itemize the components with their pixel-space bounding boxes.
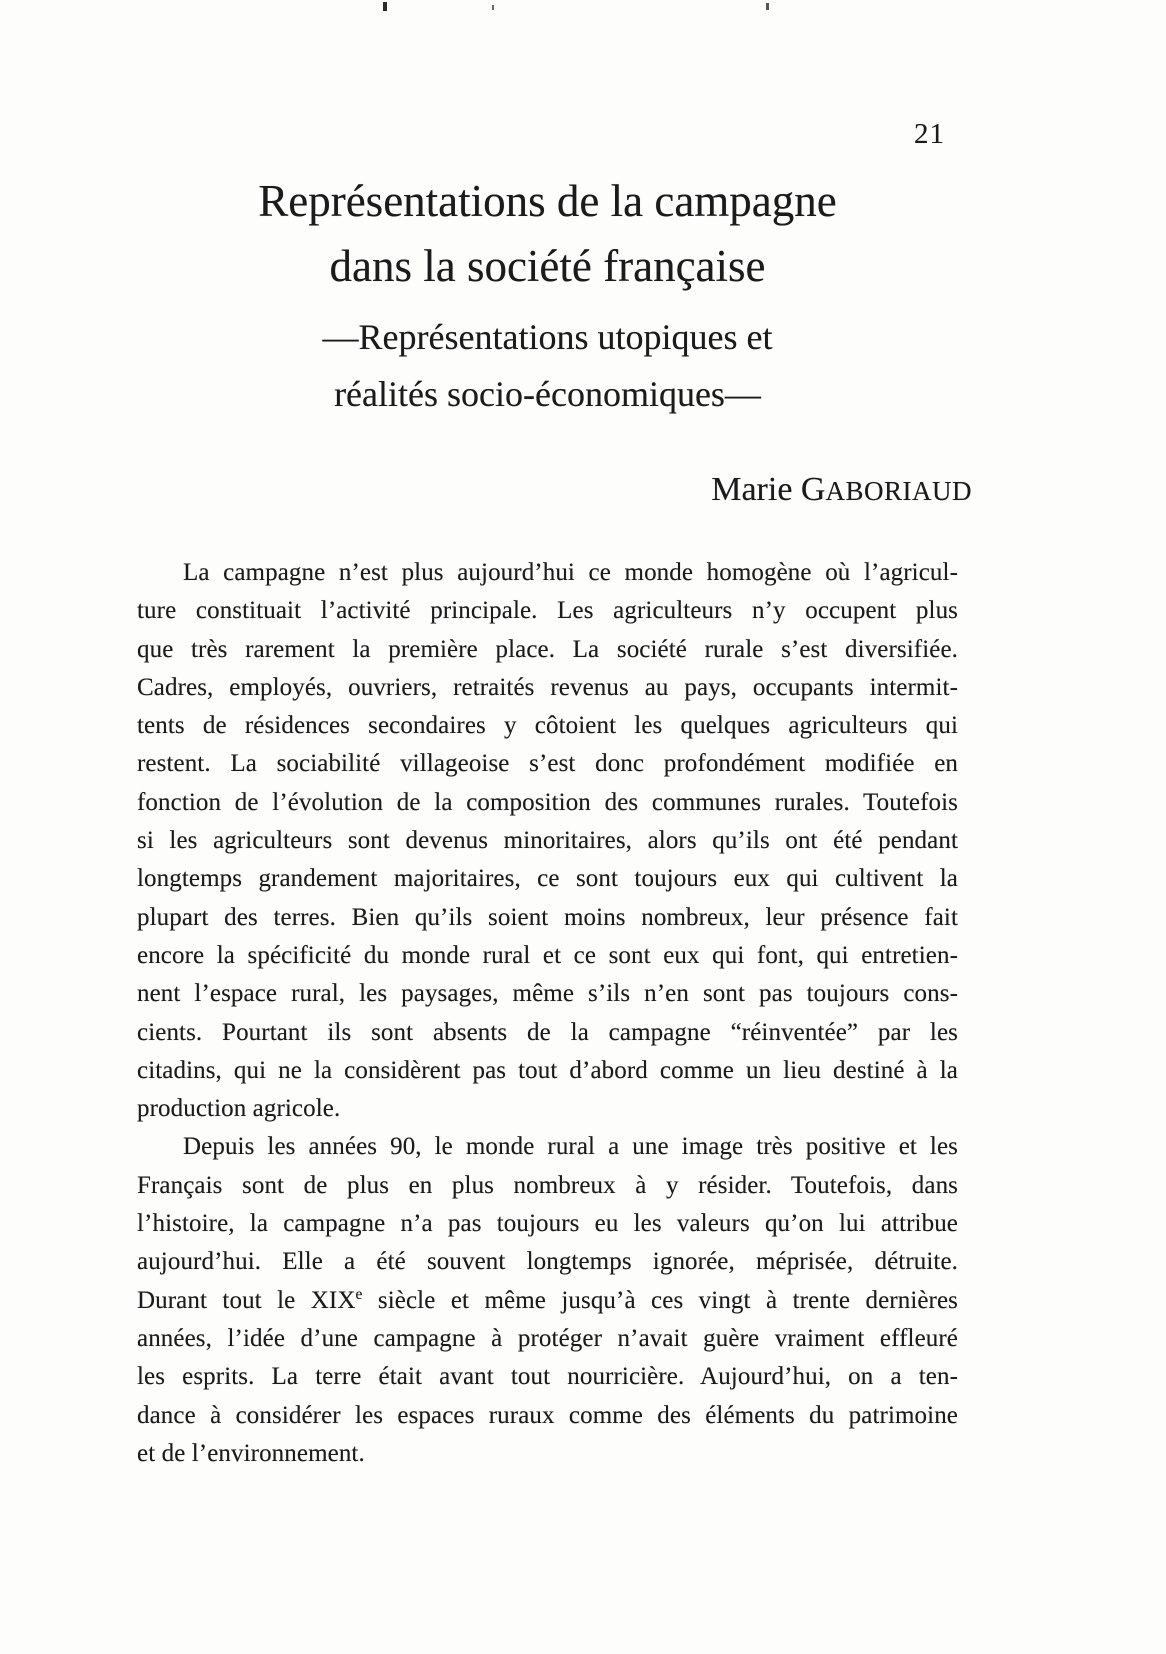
text-line: et de l’environnement. <box>137 1439 365 1467</box>
text-segment: Durant tout le XIX <box>137 1286 356 1314</box>
text-line: nent l’espace rural, les paysages, même s’ils n’en sont pas toujours cons- <box>137 980 958 1008</box>
text-line: Français sont de plus en plus nombreux à y résider. Toutefois, dans <box>137 1171 958 1199</box>
text-segment: siècle et même jusqu’à ces vingt à trente dernières <box>362 1286 958 1314</box>
title-line-1: Représentations de la campagne <box>258 176 837 226</box>
text-line: Depuis les années 90, le monde rural a une image très positive et les <box>183 1133 958 1161</box>
text-line: citadins, qui ne la considèrent pas tout d’abord comme un lieu destiné à la <box>137 1056 958 1084</box>
author-surname: ABORIAUD <box>825 476 972 506</box>
text-line: fonction de l’évolution de la composition des communes rurales. Toutefois <box>137 788 958 816</box>
text-line: l’histoire, la campagne n’a pas toujours eu les valeurs qu’on lui attribue <box>137 1210 958 1238</box>
text-line: ture constituait l’activité principale. Les agriculteurs n’y occupent plus <box>137 597 958 625</box>
page-number: 21 <box>914 118 945 150</box>
title-line-2: dans la société française <box>329 241 766 291</box>
body-text <box>137 554 958 1473</box>
text-line: tents de résidences secondaires y côtoient les quelques agriculteurs qui <box>137 712 958 740</box>
author-given-name: Marie G <box>711 471 826 508</box>
scan-artifact <box>492 5 494 10</box>
author-name <box>711 470 972 511</box>
text-line: aujourd’hui. Elle a été souvent longtemps ignorée, méprisée, détruite. <box>137 1248 958 1276</box>
scan-artifact <box>383 2 387 11</box>
text-line: années, l’idée d’une campagne à protéger n’avait guère vraiment effleuré <box>137 1324 958 1352</box>
article-subtitle <box>137 309 958 423</box>
article-title <box>137 169 958 299</box>
text-line: dance à considérer les espaces ruraux comme des éléments du patrimoine <box>137 1401 958 1429</box>
superscript-e: e <box>355 1285 363 1303</box>
subtitle-line-1: —Représentations utopiques et <box>322 317 773 357</box>
text-line: les esprits. La terre était avant tout nourricière. Aujourd’hui, on a ten- <box>137 1363 958 1391</box>
text-line: restent. La sociabilité villageoise s’est donc profondément modifiée en <box>137 750 958 778</box>
text-line: si les agriculteurs sont devenus minoritaires, alors qu’ils ont été pendant <box>137 827 958 855</box>
text-line <box>137 1282 958 1320</box>
scan-artifact <box>766 3 769 10</box>
subtitle-line-2: réalités socio-économiques— <box>334 374 761 414</box>
text-line: que très rarement la première place. La société rurale s’est diversifiée. <box>137 635 958 663</box>
text-line: Cadres, employés, ouvriers, retraités revenus au pays, occupants intermit- <box>137 673 958 701</box>
text-line: encore la spécificité du monde rural et ce sont eux qui font, qui entretien- <box>137 941 958 969</box>
text-line: cients. Pourtant ils sont absents de la campagne “réinventée” par les <box>137 1018 958 1046</box>
text-line: plupart des terres. Bien qu’ils soient moins nombreux, leur présence fait <box>137 903 958 931</box>
text-line: longtemps grandement majoritaires, ce sont toujours eux qui cultivent la <box>137 865 958 893</box>
text-line: production agricole. <box>137 1095 341 1123</box>
text-line: La campagne n’est plus aujourd’hui ce monde homogène où l’agricul- <box>183 559 958 586</box>
